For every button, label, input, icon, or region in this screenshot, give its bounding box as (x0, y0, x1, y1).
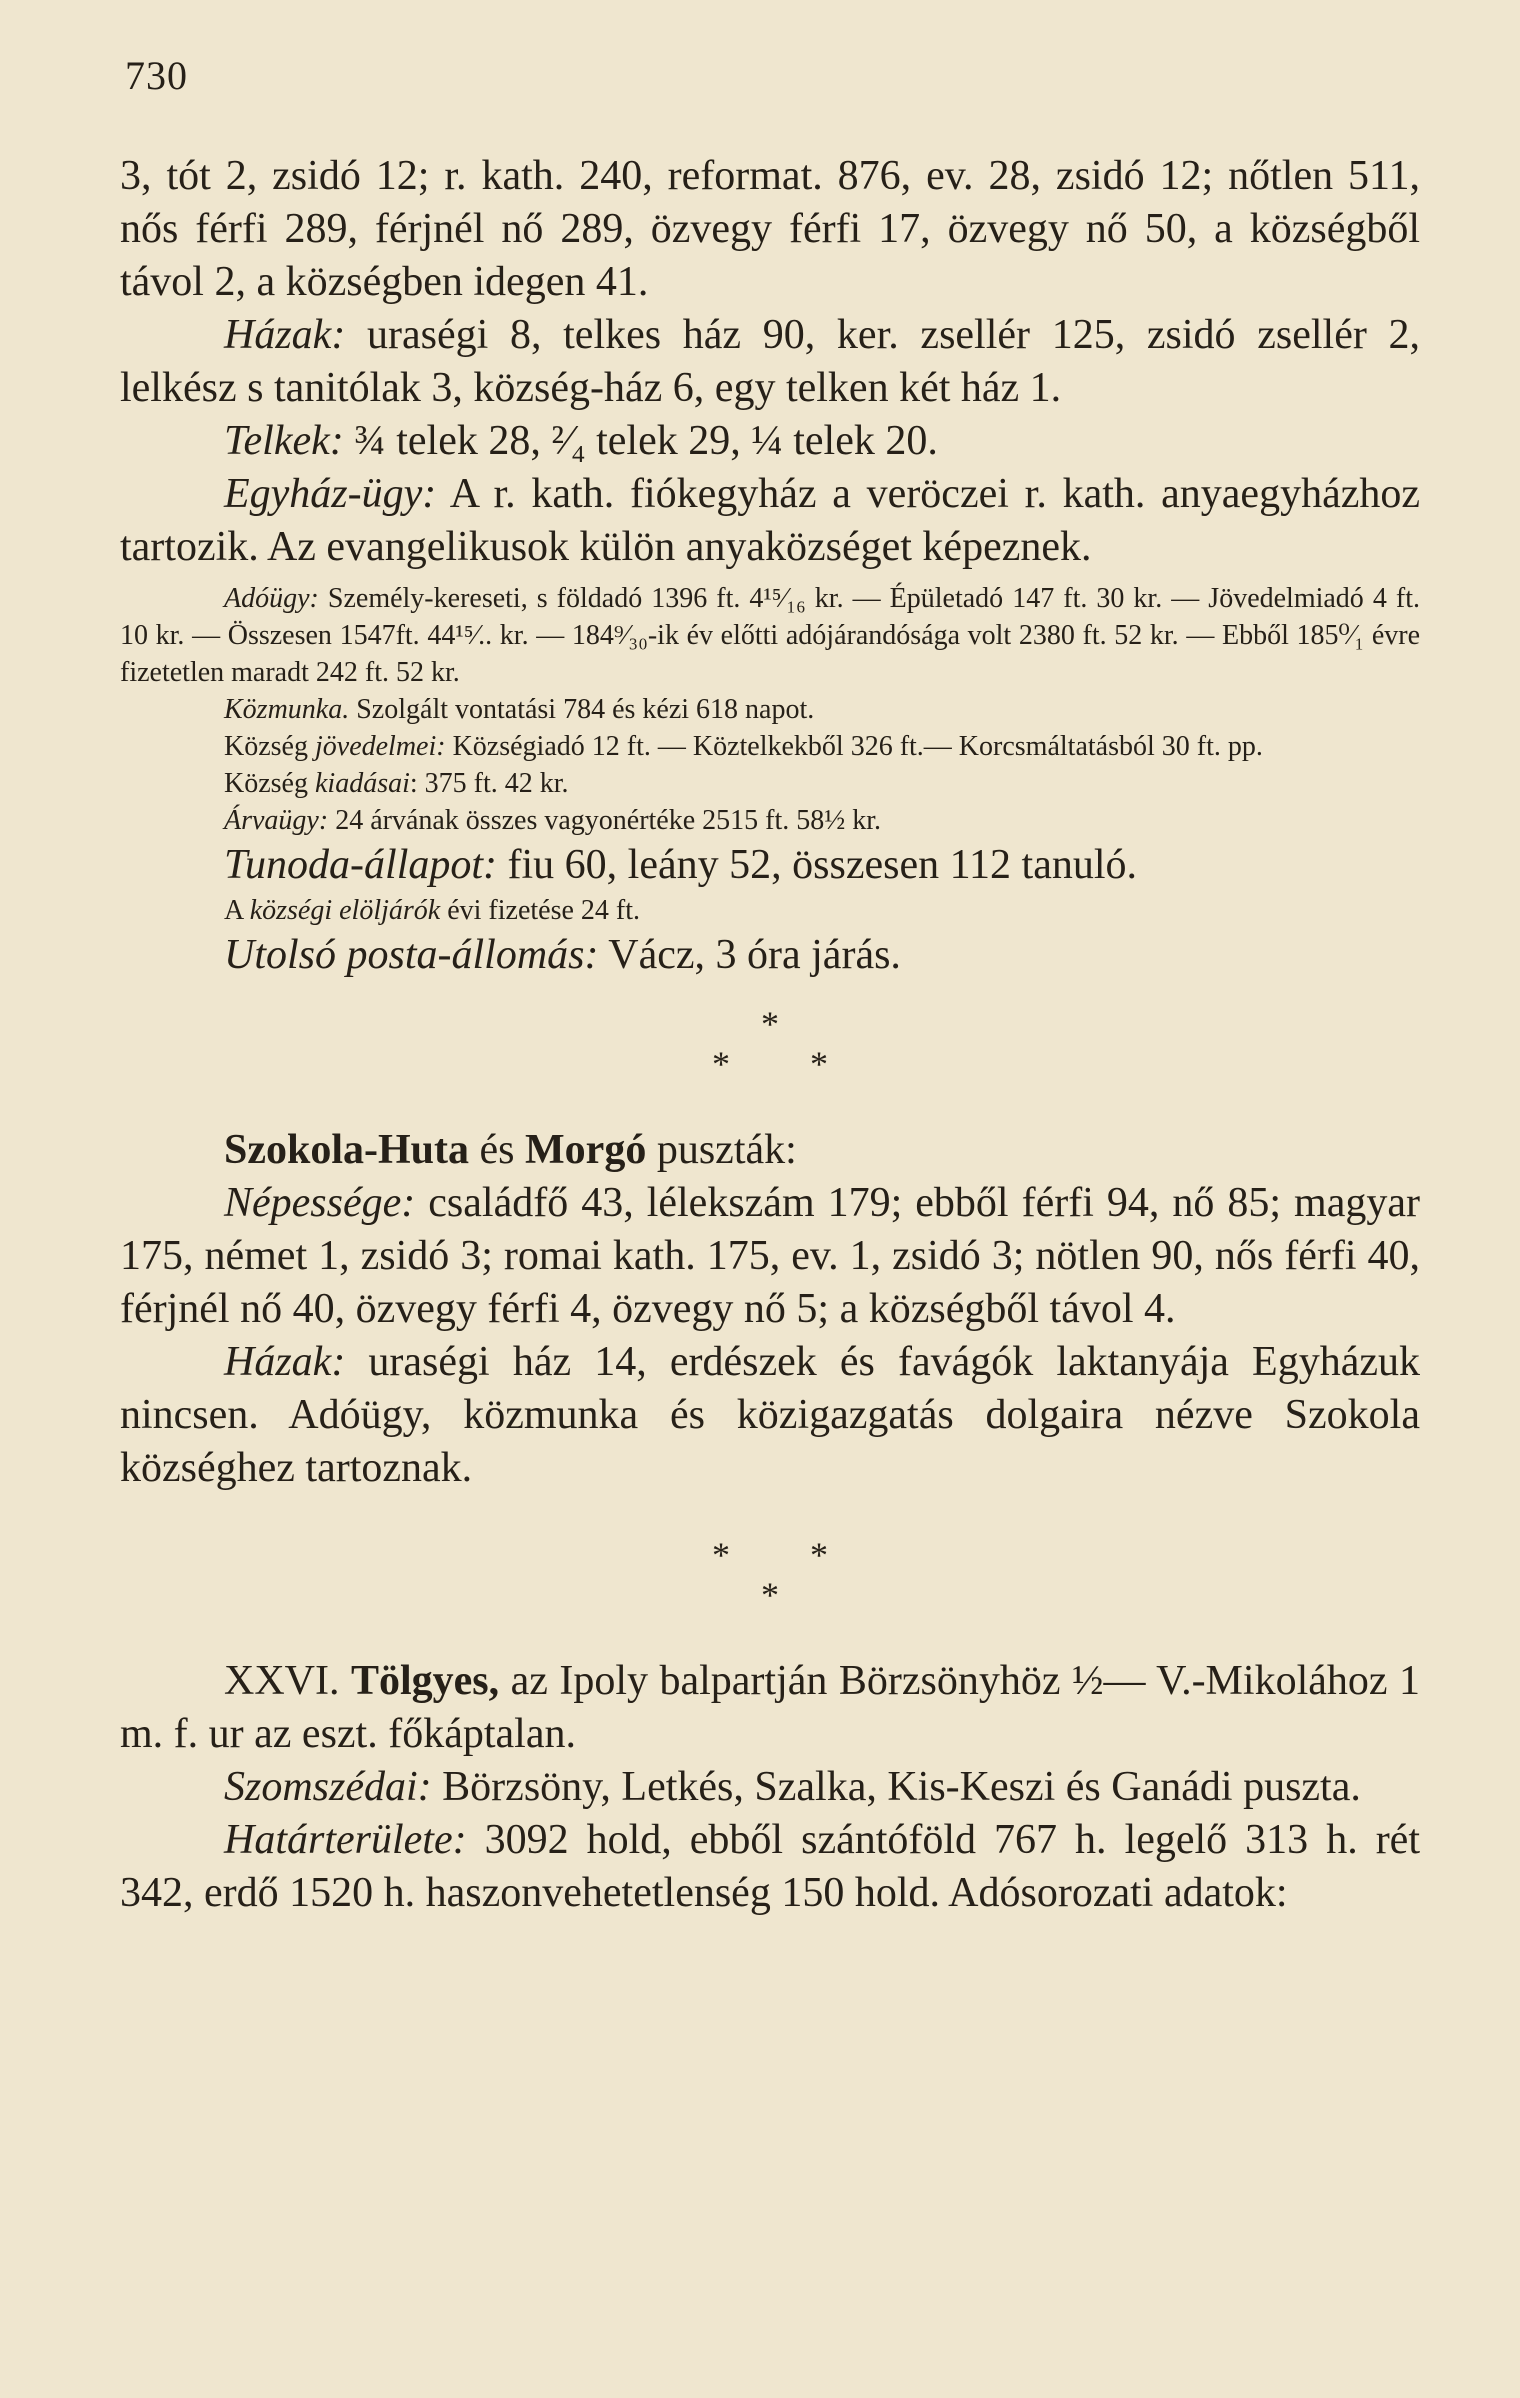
star-glyph: * (712, 1535, 730, 1575)
label-hazak: Házak: (224, 312, 346, 358)
paragraph-tolgyes-intro (120, 1655, 1420, 1761)
paragraph-eloljaro (120, 892, 1420, 929)
paragraph-kozmunka (120, 691, 1420, 728)
text-tolgyes-intro: az Ipoly balpartján Börzsönyhöz ½— V.-Mikolához 1 m. f. ur az eszt. főkáptalan. (120, 1658, 1420, 1757)
text-egyhaz: A r. kath. fiókegyház a veröczei r. kath. anyaegyházhoz tartozik. Az evangelikusok külön anyaközséget képeznek. (120, 471, 1420, 570)
label-telkek: Telkek: (224, 418, 344, 464)
text-jovedelem: Községiadó 12 ft. — Köztelkekből 326 ft.— Korcsmáltatásból 30 ft. pp. (445, 731, 1263, 762)
star-glyph: * (810, 1044, 828, 1084)
place-name-morgo: Morgó (525, 1127, 647, 1173)
text-szomszed: Börzsöny, Letkés, Szalka, Kis-Keszi és Ganádi puszta. (431, 1764, 1361, 1810)
paragraph-hatar (120, 1814, 1420, 1920)
text-posta: Vácz, 3 óra járás. (598, 932, 901, 978)
paragraph-tanoda (120, 839, 1420, 892)
text-szokola-hazak: uraségi ház 14, erdészek és favágók laktanyája Egyházuk nincsen. Adóügy, közmunka és közigazgatás dolgaira nézve Szokola községhez tartoznak. (120, 1339, 1420, 1491)
place-name-szokola-huta: Szokola-Huta (224, 1127, 470, 1173)
label-jovedelem: jövedelmei: (314, 731, 446, 762)
paragraph-szokola-hazak (120, 1336, 1420, 1495)
star-glyph: * (761, 1575, 779, 1615)
place-name-tolgyes: Tölgyes, (350, 1658, 500, 1704)
text-nepesseg: családfő 43, lélekszám 179; ebből férfi 94, nő 85; magyar 175, német 1, zsidó 3; romai kath. 175, ev. 1, zsidó 3; nötlen 90, nős férfi 40, férjnél nő 40, özvegy férfi 4, özvegy nő 5; a községből távol 4. (120, 1180, 1420, 1332)
label-szokola-hazak: Házak: (224, 1339, 346, 1385)
page-number: 730 (125, 53, 188, 98)
paragraph-hazak (120, 309, 1420, 415)
label-adougy: Adóügy: (224, 583, 319, 614)
paragraph-kiadas (120, 765, 1420, 802)
asterism-divider-1 (120, 1004, 1420, 1084)
star-pair (120, 1044, 1420, 1084)
prefix-kiadas: Község (224, 768, 315, 799)
paragraph-szomszed (120, 1761, 1420, 1814)
text-telkek: ¾ telek 28, ²⁄₄ telek 29, ¼ telek 20. (343, 418, 938, 464)
paragraph-telkek (120, 415, 1420, 468)
text-tanoda: fiu 60, leány 52, összesen 112 tanuló. (497, 842, 1138, 888)
asterism-divider-2 (120, 1535, 1420, 1615)
heading-conjunction: és (469, 1127, 526, 1173)
text-hazak: uraségi 8, telkes ház 90, ker. zsellér 125, zsidó zsellér 2, lelkész s tanitólak 3, község-ház 6, egy telken két ház 1. (120, 312, 1420, 411)
paragraph-population-end: 3, tót 2, zsidó 12; r. kath. 240, reformat. 876, ev. 28, zsidó 12; nőtlen 511, nős férfi 289, férjnél nő 289, özvegy férfi 17, özvegy nő 50, a községből távol 2, a községben idegen 41. (120, 153, 1420, 305)
paragraph-arvaugy (120, 802, 1420, 839)
prefix-jovedelem: Község (224, 731, 315, 762)
paragraph-adougy (120, 580, 1420, 691)
text-kiadas: : 375 ft. 42 kr. (409, 768, 569, 799)
text-hatar: 3092 hold, ebből szántóföld 767 h. legelő 313 h. rét 342, erdő 1520 h. haszonvehetetlenség 150 hold. Adósorozati adatok: (120, 1817, 1420, 1916)
star-pair (120, 1535, 1420, 1575)
text-adougy: Személy-kereseti, s földadó 1396 ft. 4¹⁵⁄₁₆ kr. — Épületadó 147 ft. 30 kr. — Jövedelmiadó 4 ft. 10 kr. — Összesen 1547ft. 44¹⁵⁄.. kr. — 184⁹⁄₃₀-ik év előtti adójárandósága volt 2380 ft. 52 kr. — Ebből 185⁰⁄₁ évre fizetetlen maradt 242 ft. 52 kr. (120, 583, 1420, 688)
label-eloljaro: községi elöljárók (249, 895, 441, 926)
label-egyhaz: Egyház-ügy: (224, 471, 437, 517)
label-nepesseg: Népessége: (224, 1180, 416, 1226)
star-glyph: * (761, 1004, 779, 1044)
label-posta: Utolsó posta-állomás: (224, 932, 599, 978)
star-glyph: * (810, 1535, 828, 1575)
label-szomszed: Szomszédai: (224, 1764, 432, 1810)
entry-number: XXVI. (224, 1658, 351, 1704)
paragraph-egyhaz (120, 468, 1420, 574)
section-heading-szokola (120, 1124, 1420, 1177)
text-column (120, 150, 1420, 1920)
text-kozmunka: Szolgált vontatási 784 és kézi 618 napot. (349, 694, 815, 725)
paragraph-posta (120, 929, 1420, 982)
label-tanoda: Tunoda-állapot: (224, 842, 498, 888)
label-hatar: Határterülete: (224, 1817, 467, 1863)
prefix-eloljaro: A (224, 895, 250, 926)
text-arvaugy: 24 árvának összes vagyonértéke 2515 ft. 58½ kr. (328, 805, 882, 836)
star-glyph: * (712, 1044, 730, 1084)
paragraph-jovedelem (120, 728, 1420, 765)
label-arvaugy: Árvaügy: (224, 805, 329, 836)
label-kiadas: kiadásai (314, 768, 410, 799)
heading-rest: puszták: (646, 1127, 797, 1173)
text-eloljaro: évi fizetése 24 ft. (440, 895, 641, 926)
label-kozmunka: Közmunka. (224, 694, 350, 725)
paragraph-nepesseg (120, 1177, 1420, 1336)
